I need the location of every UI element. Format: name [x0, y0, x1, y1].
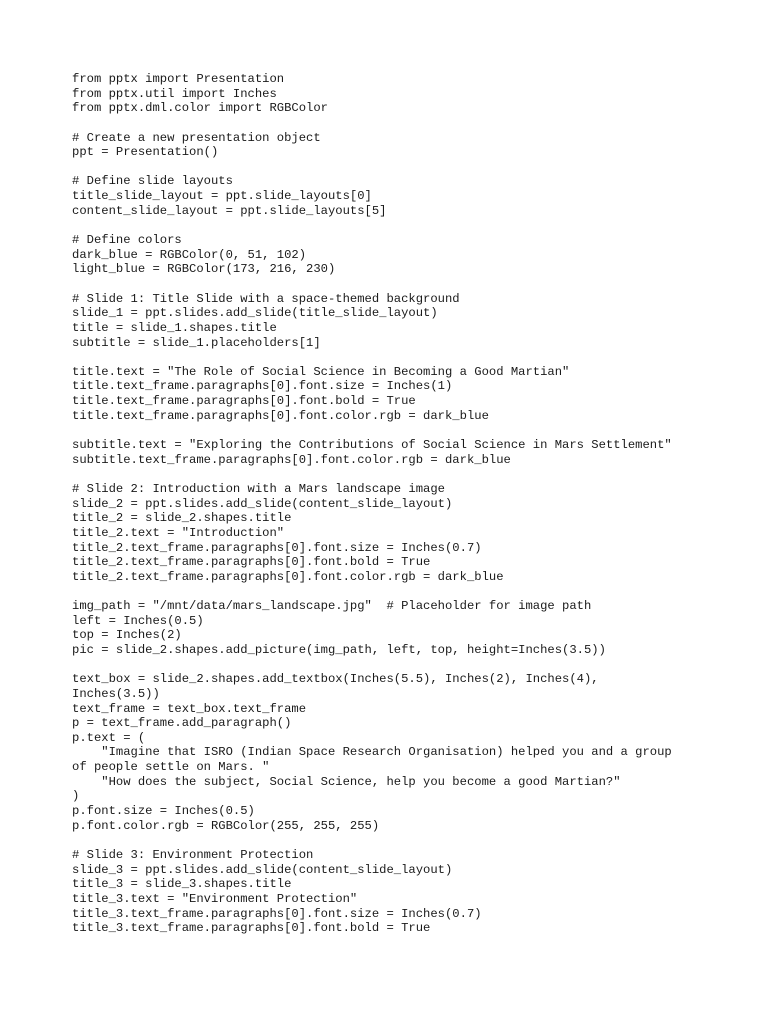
code-line: slide_2 = ppt.slides.add_slide(content_slide_layout) — [72, 496, 453, 511]
code-line: # Slide 3: Environment Protection — [72, 847, 314, 862]
code-line: subtitle.text = "Exploring the Contributions of Social Science in Mars Settlement" — [72, 438, 672, 453]
code-line: title_3.text_frame.paragraphs[0].font.size = Inches(0.7) — [72, 906, 482, 921]
code-listing — [72, 72, 712, 936]
code-line: of people settle on Mars. " — [72, 760, 270, 775]
code-line: img_path = "/mnt/data/mars_landscape.jpg" # Placeholder for image path — [72, 599, 592, 614]
code-line: title.text_frame.paragraphs[0].font.size = Inches(1) — [72, 379, 453, 394]
code-line: slide_3 = ppt.slides.add_slide(content_slide_layout) — [72, 862, 453, 877]
code-line: title_3 = slide_3.shapes.title — [72, 877, 292, 892]
code-line: text_box = slide_2.shapes.add_textbox(Inches(5.5), Inches(2), Inches(4), — [72, 672, 599, 687]
code-line: p.text = ( — [72, 730, 146, 745]
code-line: pic = slide_2.shapes.add_picture(img_path, left, top, height=Inches(3.5)) — [72, 642, 606, 657]
code-line: top = Inches(2) — [72, 628, 182, 643]
code-line: p.font.color.rgb = RGBColor(255, 255, 255) — [72, 818, 380, 833]
code-line — [72, 350, 712, 365]
code-line — [72, 584, 712, 599]
code-line: subtitle.text_frame.paragraphs[0].font.color.rgb = dark_blue — [72, 452, 511, 467]
code-line: "How does the subject, Social Science, help you become a good Martian?" — [72, 774, 621, 789]
code-line: from pptx.dml.color import RGBColor — [72, 101, 328, 116]
code-line: title_2 = slide_2.shapes.title — [72, 511, 292, 526]
code-line — [72, 467, 712, 482]
code-line: title_2.text = "Introduction" — [72, 525, 285, 540]
code-line: title_2.text_frame.paragraphs[0].font.size = Inches(0.7) — [72, 540, 482, 555]
code-line — [72, 423, 712, 438]
code-line: "Imagine that ISRO (Indian Space Research Organisation) helped you and a group — [72, 745, 672, 760]
code-line: title_3.text = "Environment Protection" — [72, 891, 358, 906]
code-line: # Slide 2: Introduction with a Mars landscape image — [72, 481, 445, 496]
code-line — [72, 160, 712, 175]
code-line: title_3.text_frame.paragraphs[0].font.bold = True — [72, 921, 431, 936]
code-line — [72, 277, 712, 292]
code-line: ) — [72, 789, 80, 804]
code-line: left = Inches(0.5) — [72, 613, 204, 628]
code-line: title.text_frame.paragraphs[0].font.color.rgb = dark_blue — [72, 408, 489, 423]
code-line — [72, 218, 712, 233]
code-line: ppt = Presentation() — [72, 145, 219, 160]
code-line: p = text_frame.add_paragraph() — [72, 716, 292, 731]
code-line: dark_blue = RGBColor(0, 51, 102) — [72, 247, 307, 262]
code-line: title_slide_layout = ppt.slide_layouts[0] — [72, 189, 372, 204]
code-line: title_2.text_frame.paragraphs[0].font.bold = True — [72, 555, 431, 570]
code-line: title_2.text_frame.paragraphs[0].font.color.rgb = dark_blue — [72, 569, 504, 584]
code-line: Inches(3.5)) — [72, 686, 160, 701]
code-line: title = slide_1.shapes.title — [72, 320, 277, 335]
code-line: p.font.size = Inches(0.5) — [72, 804, 255, 819]
code-line — [72, 658, 712, 673]
code-line: title.text = "The Role of Social Science in Becoming a Good Martian" — [72, 364, 570, 379]
code-line: from pptx import Presentation — [72, 72, 285, 86]
code-line: subtitle = slide_1.placeholders[1] — [72, 335, 321, 350]
code-line: # Slide 1: Title Slide with a space-themed background — [72, 291, 460, 306]
code-line: from pptx.util import Inches — [72, 86, 277, 101]
code-line: slide_1 = ppt.slides.add_slide(title_slide_layout) — [72, 306, 438, 321]
code-line: content_slide_layout = ppt.slide_layouts[5] — [72, 203, 387, 218]
code-line — [72, 833, 712, 848]
code-line: text_frame = text_box.text_frame — [72, 701, 307, 716]
code-line: # Create a new presentation object — [72, 130, 321, 145]
code-line: title.text_frame.paragraphs[0].font.bold = True — [72, 394, 416, 409]
code-line: # Define colors — [72, 233, 182, 248]
code-line: light_blue = RGBColor(173, 216, 230) — [72, 262, 336, 277]
code-line: # Define slide layouts — [72, 174, 233, 189]
code-line — [72, 116, 712, 131]
